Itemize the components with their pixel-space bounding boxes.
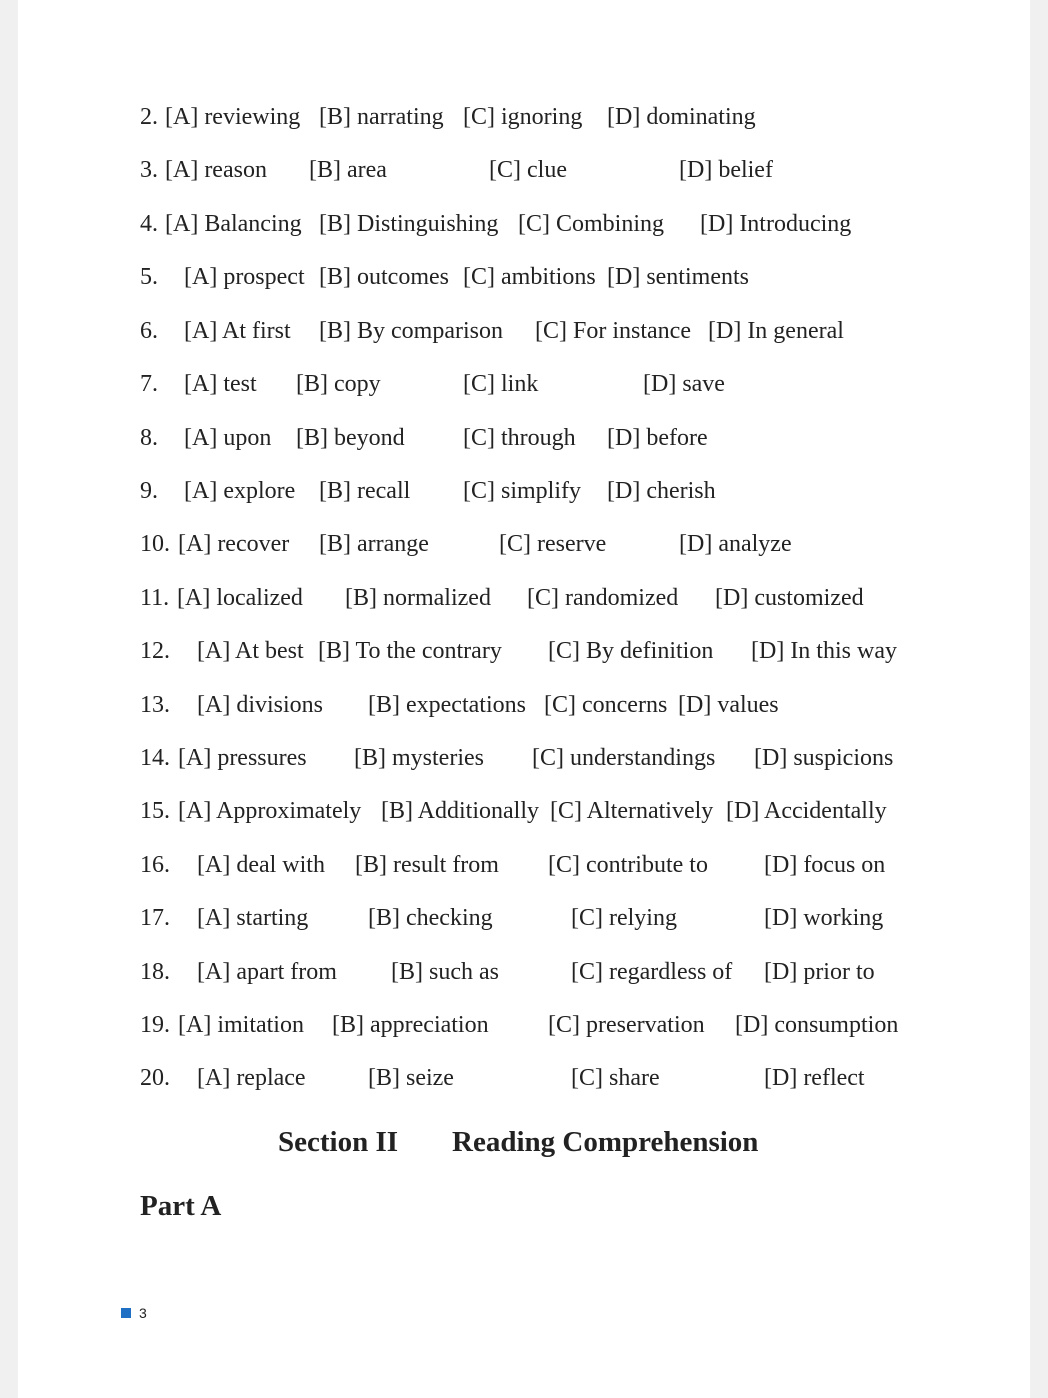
question-number: 19. (140, 1012, 170, 1038)
option-a: [A] reviewing (165, 104, 301, 130)
option-d: [D] working (764, 905, 884, 931)
option-a: [A] localized (177, 585, 303, 611)
option-a: [A] upon (184, 425, 272, 451)
option-c: [C] preservation (548, 1012, 705, 1038)
option-c: [C] ambitions (463, 264, 596, 290)
question-row (18, 631, 1030, 671)
option-b: [B] To the contrary (318, 638, 502, 664)
option-b: [B] result from (355, 852, 499, 878)
question-row (18, 204, 1030, 244)
option-d: [D] suspicions (754, 745, 894, 771)
option-d: [D] reflect (764, 1065, 865, 1091)
option-d: [D] In general (708, 318, 844, 344)
question-number: 14. (140, 745, 170, 771)
question-row (18, 738, 1030, 778)
question-number: 12. (140, 638, 170, 664)
option-d: [D] consumption (735, 1012, 899, 1038)
option-a: [A] pressures (178, 745, 307, 771)
question-row (18, 97, 1030, 137)
option-d: [D] dominating (607, 104, 756, 130)
question-row (18, 257, 1030, 297)
option-c: [C] link (463, 371, 539, 397)
option-c: [C] regardless of (571, 959, 733, 985)
option-a: [A] At best (197, 638, 304, 664)
page-marker-icon (121, 1308, 131, 1318)
question-row (18, 524, 1030, 564)
option-c: [C] understandings (532, 745, 716, 771)
option-a: [A] starting (197, 905, 309, 931)
option-a: [A] prospect (184, 264, 305, 290)
question-number: 3. (140, 157, 158, 183)
question-row (18, 1058, 1030, 1098)
question-number: 15. (140, 798, 170, 824)
question-number: 20. (140, 1065, 170, 1091)
question-row (18, 578, 1030, 618)
option-b: [B] Additionally (381, 798, 539, 824)
option-c: [C] Alternatively (550, 798, 714, 824)
option-c: [C] share (571, 1065, 660, 1091)
question-row (18, 418, 1030, 458)
option-c: [C] clue (489, 157, 567, 183)
question-number: 7. (140, 371, 158, 397)
option-a: [A] deal with (197, 852, 325, 878)
question-row (18, 364, 1030, 404)
option-a: [A] reason (165, 157, 267, 183)
option-d: [D] cherish (607, 478, 716, 504)
page-number: 3 (139, 1305, 147, 1321)
option-b: [B] checking (368, 905, 493, 931)
option-b: [B] outcomes (319, 264, 449, 290)
option-a: [A] explore (184, 478, 296, 504)
option-c: [C] reserve (499, 531, 607, 557)
option-c: [C] ignoring (463, 104, 583, 130)
option-b: [B] mysteries (354, 745, 484, 771)
option-b: [B] expectations (368, 692, 526, 718)
option-d: [D] before (607, 425, 708, 451)
question-row (18, 898, 1030, 938)
option-d: [D] values (678, 692, 779, 718)
option-b: [B] arrange (319, 531, 429, 557)
option-b: [B] such as (391, 959, 499, 985)
question-number: 13. (140, 692, 170, 718)
option-d: [D] In this way (751, 638, 897, 664)
option-b: [B] normalized (345, 585, 491, 611)
option-b: [B] area (309, 157, 387, 183)
option-c: [C] randomized (527, 585, 679, 611)
option-b: [B] narrating (319, 104, 444, 130)
option-a: [A] recover (178, 531, 290, 557)
option-b: [B] recall (319, 478, 411, 504)
option-a: [A] Balancing (165, 211, 302, 237)
option-a: [A] imitation (178, 1012, 304, 1038)
question-number: 6. (140, 318, 158, 344)
question-number: 11. (140, 585, 170, 611)
option-a: [A] test (184, 371, 257, 397)
option-c: [C] simplify (463, 478, 581, 504)
question-row (18, 1005, 1030, 1045)
option-b: [B] Distinguishing (319, 211, 499, 237)
option-c: [C] concerns (544, 692, 668, 718)
option-b: [B] copy (296, 371, 381, 397)
option-d: [D] Introducing (700, 211, 852, 237)
option-c: [C] through (463, 425, 576, 451)
document-page (18, 0, 1030, 1398)
option-a: [A] apart from (197, 959, 337, 985)
option-a: [A] Approximately (178, 798, 362, 824)
section-title: Reading Comprehension (452, 1126, 759, 1158)
option-c: [C] For instance (535, 318, 691, 344)
section-label: Section II (278, 1126, 399, 1158)
option-a: [A] divisions (197, 692, 323, 718)
option-a: [A] replace (197, 1065, 306, 1091)
option-c: [C] Combining (518, 211, 665, 237)
option-d: [D] prior to (764, 959, 875, 985)
option-b: [B] By comparison (319, 318, 503, 344)
option-b: [B] beyond (296, 425, 405, 451)
part-title: Part A (140, 1190, 222, 1222)
option-d: [D] focus on (764, 852, 886, 878)
question-number: 2. (140, 104, 158, 130)
question-row (18, 471, 1030, 511)
option-c: [C] contribute to (548, 852, 708, 878)
option-c: [C] relying (571, 905, 677, 931)
option-a: [A] At first (184, 318, 291, 344)
option-d: [D] save (643, 371, 725, 397)
question-number: 17. (140, 905, 170, 931)
option-b: [B] appreciation (332, 1012, 489, 1038)
option-c: [C] By definition (548, 638, 714, 664)
option-d: [D] sentiments (607, 264, 749, 290)
option-d: [D] customized (715, 585, 864, 611)
option-d: [D] analyze (679, 531, 792, 557)
question-number: 8. (140, 425, 158, 451)
question-number: 18. (140, 959, 170, 985)
question-number: 9. (140, 478, 158, 504)
option-d: [D] Accidentally (726, 798, 887, 824)
question-number: 5. (140, 264, 158, 290)
question-number: 16. (140, 852, 170, 878)
question-row (18, 685, 1030, 725)
question-row (18, 311, 1030, 351)
option-d: [D] belief (679, 157, 773, 183)
question-number: 10. (140, 531, 170, 557)
question-number: 4. (140, 211, 158, 237)
question-row (18, 845, 1030, 885)
question-row (18, 952, 1030, 992)
option-b: [B] seize (368, 1065, 454, 1091)
question-row (18, 791, 1030, 831)
question-row (18, 150, 1030, 190)
